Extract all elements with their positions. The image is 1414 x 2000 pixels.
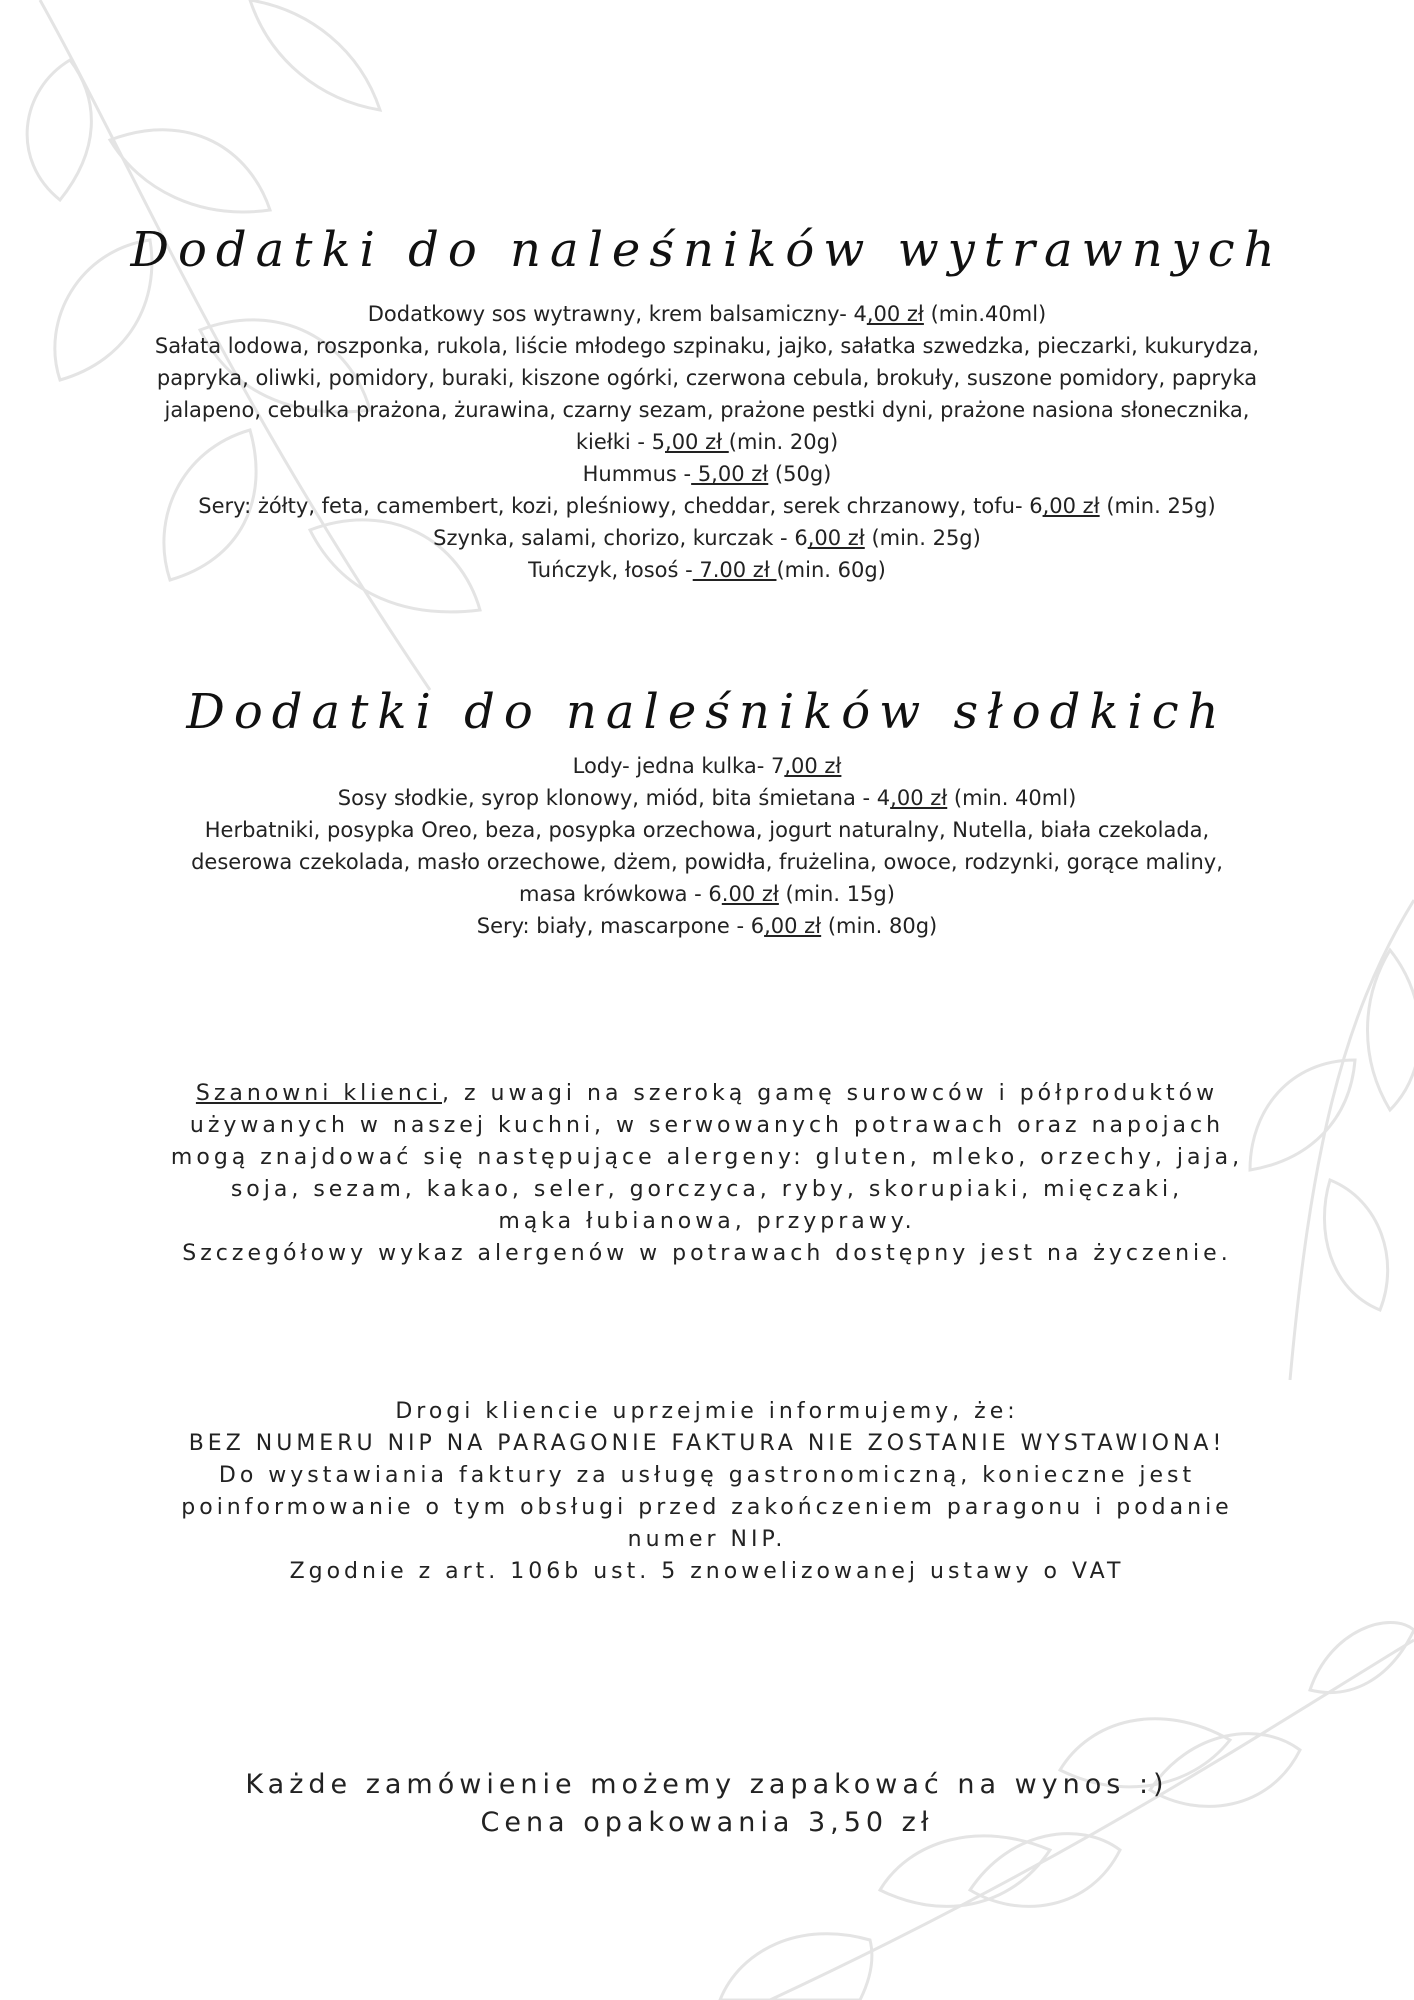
addon-item [100, 910, 1314, 942]
allergen-line-text: , z uwagi na szeroką gamę surowców i półproduktów [442, 1081, 1219, 1106]
invoice-line: Do wystawiania faktury za usługę gastronomiczną, konieczne jest [218, 1463, 1196, 1488]
takeaway-line: Każde zamówienie możemy zapakować na wynos :) [245, 1769, 1169, 1800]
invoice-notice [120, 1396, 1294, 1588]
addon-text: Sery: żółty, feta, camembert, kozi, pleśniowy, cheddar, serek chrzanowy, tofu- 6 [198, 494, 1043, 518]
savory-addons-list [100, 298, 1314, 586]
addon-text: Hummus - [582, 462, 692, 486]
allergen-line: Szczegółowy wykaz alergenów w potrawach dostępny jest na życzenie. [182, 1241, 1232, 1266]
addon-item [100, 458, 1314, 490]
addon-item [100, 426, 1314, 458]
addon-price: ,00 zł [1042, 494, 1100, 518]
addon-item [100, 814, 1314, 846]
sweet-addons-title: Dodatki do naleśników słodkich [186, 684, 1228, 740]
addon-text: deserowa czekolada, masło orzechowe, dżem, powidła, frużelina, owoce, rodzynki, gorące maliny, [191, 850, 1223, 874]
addon-text: (min.40ml) [923, 302, 1047, 326]
addon-text: (50g) [768, 462, 832, 486]
allergen-lead: Szanowni klienci [195, 1081, 442, 1106]
addon-text: Lody- jedna kulka- 7 [572, 754, 785, 778]
addon-item [100, 846, 1314, 878]
invoice-line: numer NIP. [627, 1527, 787, 1552]
addon-text: Tuńczyk, łosoś - [528, 558, 693, 582]
addon-text: masa krówkowa - 6 [519, 882, 722, 906]
addon-item [100, 878, 1314, 910]
addon-item [100, 298, 1314, 330]
allergen-line: soja, sezam, kakao, seler, gorczyca, ryby, skorupiaki, mięczaki, [230, 1177, 1184, 1202]
addon-price: 7.00 zł [692, 558, 777, 582]
addon-price: 5,00 zł [691, 462, 769, 486]
addon-text: Szynka, salami, chorizo, kurczak - 6 [433, 526, 808, 550]
addon-price: ,00 zł [764, 914, 822, 938]
addon-price: ,00 zł [807, 526, 865, 550]
addon-item [100, 490, 1314, 522]
addon-item [100, 782, 1314, 814]
addon-item [100, 522, 1314, 554]
takeaway-notice [120, 1766, 1294, 1842]
addon-item [100, 750, 1314, 782]
addon-price: ,00 zł [866, 302, 924, 326]
addon-text: (min. 20g) [728, 430, 839, 454]
addon-price: ,00 zł [665, 430, 729, 454]
addon-item [100, 394, 1314, 426]
addon-text: (min. 40ml) [947, 786, 1077, 810]
addon-price: ,00 zł [890, 786, 948, 810]
addon-text: Sery: biały, mascarpone - 6 [476, 914, 765, 938]
savory-addons-title: Dodatki do naleśników wytrawnych [130, 222, 1284, 278]
addon-text: (min. 25g) [1099, 494, 1216, 518]
allergen-line: mogą znajdować się następujące alergeny: gluten, mleko, orzechy, jaja, [170, 1145, 1244, 1170]
addon-text: papryka, oliwki, pomidory, buraki, kiszone ogórki, czerwona cebula, brokuły, suszone pomidory, papryka [156, 366, 1258, 390]
allergen-line [120, 1078, 1294, 1110]
addon-item [100, 330, 1314, 362]
invoice-line: Drogi kliencie uprzejmie informujemy, że: [395, 1399, 1019, 1424]
invoice-warning: BEZ NUMERU NIP NA PARAGONIE FAKTURA NIE ZOSTANIE WYSTAWIONA! [188, 1431, 1226, 1456]
addon-text: (min. 25g) [864, 526, 981, 550]
packaging-price: Cena opakowania 3,50 zł [480, 1807, 934, 1838]
addon-text: Dodatkowy sos wytrawny, krem balsamiczny- 4 [367, 302, 867, 326]
addon-text: (min. 80g) [821, 914, 938, 938]
addon-text: kiełki - 5 [575, 430, 666, 454]
addon-price: .00 zł [721, 882, 779, 906]
addon-text: (min. 60g) [776, 558, 886, 582]
allergen-line: mąka łubianowa, przyprawy. [498, 1209, 916, 1234]
allergen-line: używanych w naszej kuchni, w serwowanych potrawach oraz napojach [189, 1113, 1225, 1138]
addon-text: jalapeno, cebulka prażona, żurawina, czarny sezam, prażone pestki dyni, prażone nasiona słonecznika, [164, 398, 1250, 422]
addon-item [100, 362, 1314, 394]
addon-price: ,00 zł [784, 754, 842, 778]
invoice-line: Zgodnie z art. 106b ust. 5 znowelizowanej ustawy o VAT [289, 1559, 1125, 1584]
addon-text: (min. 15g) [778, 882, 895, 906]
addon-text: Sałata lodowa, roszponka, rukola, liście młodego szpinaku, jajko, sałatka szwedzka, pieczarki, kukurydza, [154, 334, 1260, 358]
invoice-line: poinformowanie o tym obsługi przed zakończeniem paragonu i podanie [181, 1495, 1233, 1520]
sweet-addons-list [100, 750, 1314, 942]
addon-text: Sosy słodkie, syrop klonowy, miód, bita śmietana - 4 [337, 786, 891, 810]
addon-item [100, 554, 1314, 586]
addon-text: Herbatniki, posypka Oreo, beza, posypka orzechowa, jogurt naturalny, Nutella, biała czekolada, [204, 818, 1210, 842]
allergen-notice [120, 1078, 1294, 1270]
